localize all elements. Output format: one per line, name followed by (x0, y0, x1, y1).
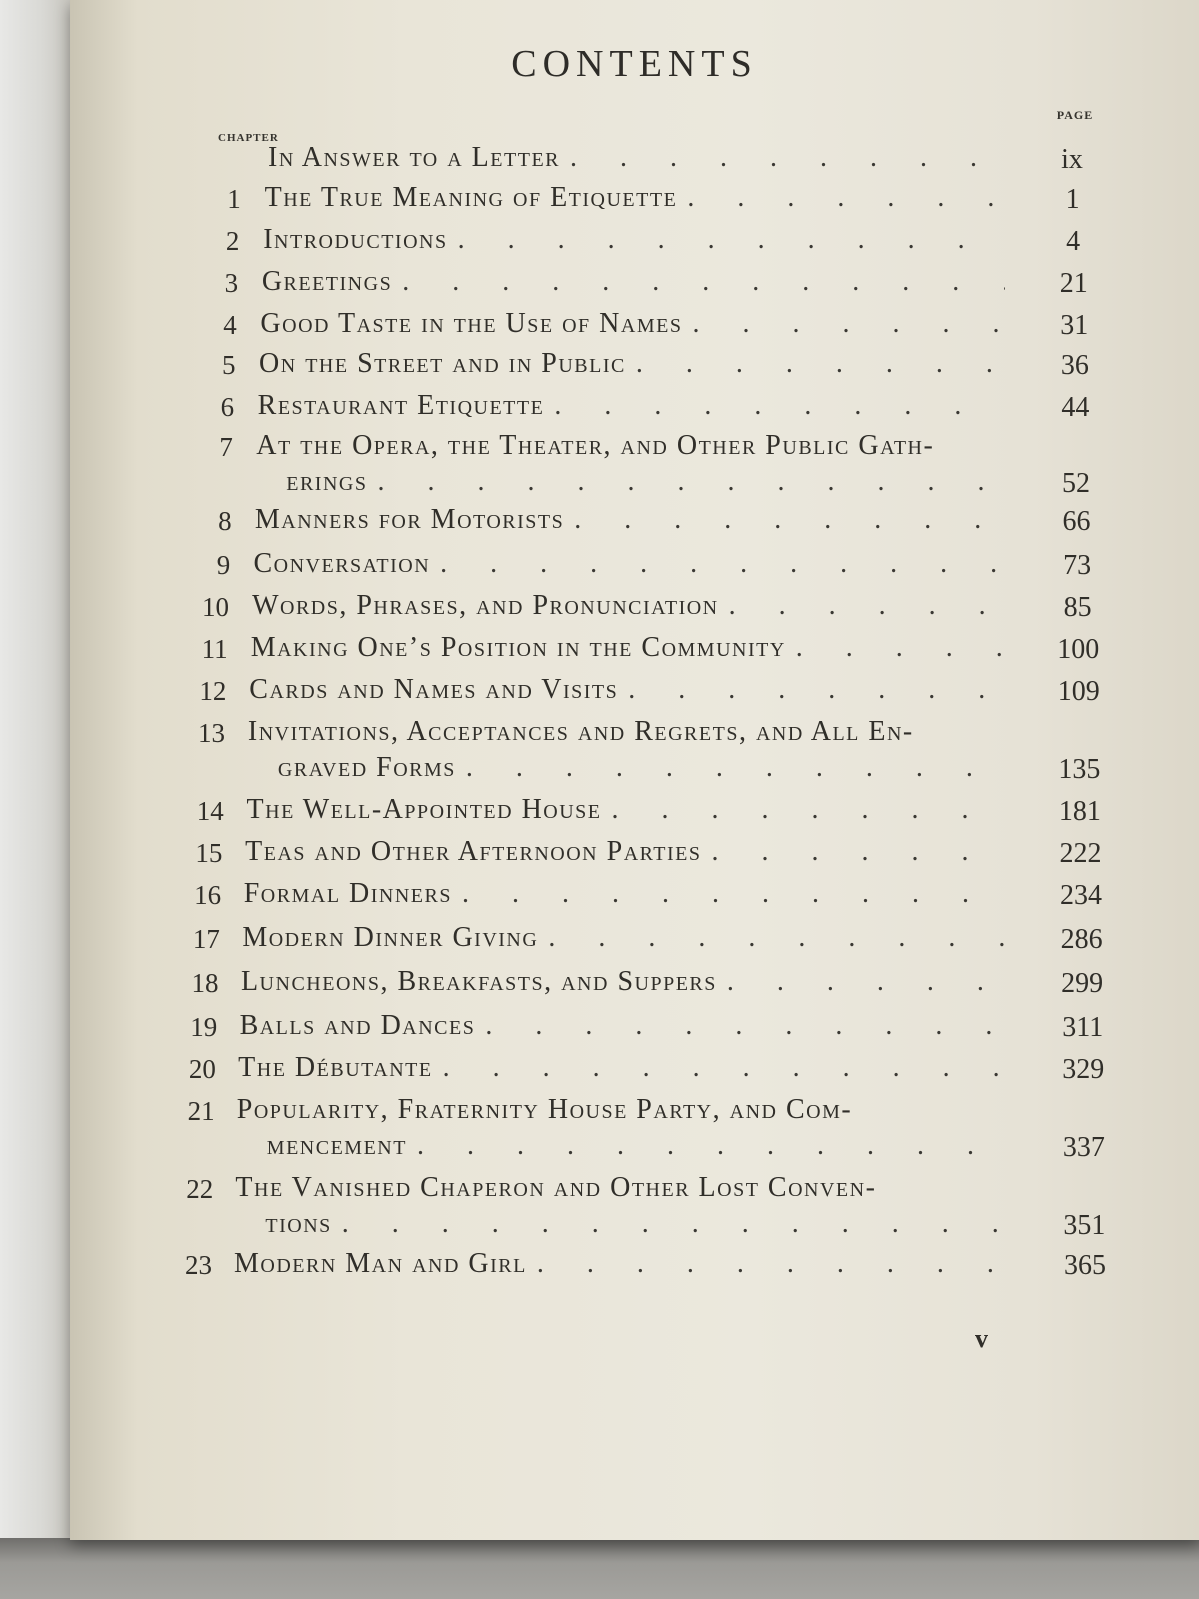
page-number: 181 (1058, 796, 1101, 827)
dot-leader (636, 348, 1005, 380)
chapter-number: 22 (186, 1174, 214, 1204)
dot-leader (570, 142, 1005, 174)
page-number: 234 (1060, 880, 1103, 911)
chapter-title-line (245, 836, 1005, 868)
chapter-number: 20 (188, 1054, 216, 1084)
page-number: 52 (1061, 468, 1090, 499)
chapter-number: 4 (223, 310, 237, 340)
page-number: 299 (1061, 968, 1104, 999)
page-number: 311 (1062, 1012, 1104, 1043)
page-number: 351 (1063, 1210, 1106, 1241)
chapter-title-line (265, 1208, 1005, 1240)
dot-leader (377, 466, 1005, 498)
chapter-title-line (252, 590, 1005, 622)
chapter-title-line (253, 548, 1005, 580)
page-number: 85 (1063, 592, 1092, 623)
page-number: 337 (1062, 1132, 1105, 1163)
chapter-number: 5 (221, 350, 236, 380)
page-number: 1 (1065, 184, 1080, 215)
dot-leader (537, 1248, 1005, 1280)
dot-leader (712, 836, 1005, 868)
page-column-label: PAGE (1056, 108, 1094, 122)
chapter-number: 2 (225, 226, 240, 256)
chapter-title-line (249, 674, 1005, 706)
chapter-title-text: The Vanished Chaperon and Other Lost Conven- (235, 1172, 877, 1203)
page-number: 66 (1062, 506, 1091, 537)
page-folio: v (975, 1324, 988, 1353)
page-number: 21 (1059, 268, 1088, 299)
chapter-title-line (268, 142, 1005, 174)
chapter-number: 1 (227, 184, 241, 214)
chapter-number: 23 (185, 1250, 212, 1280)
dot-leader (612, 794, 1005, 826)
chapter-title-text: Words, Phrases, and Pronunciation (252, 590, 719, 621)
page-number: 365 (1064, 1250, 1106, 1281)
chapter-title-text: Making One’s Position in the Community (250, 632, 786, 663)
chapter-title-line (259, 348, 1005, 380)
chapter-title-text: The Well-Appointed House (246, 794, 602, 825)
dot-leader (554, 390, 1005, 422)
chapter-title-text: Cards and Names and Visits (249, 674, 619, 705)
dot-leader (729, 590, 1005, 622)
page-title: CONTENTS (511, 43, 758, 85)
dot-leader (440, 548, 1005, 580)
page-number: ix (1061, 144, 1083, 175)
dot-leader (466, 752, 1005, 784)
chapter-title-line (267, 1130, 1005, 1162)
chapter-title-text: graved Forms (277, 752, 456, 783)
dot-leader (687, 182, 1005, 214)
chapter-title-text: Modern Man and Girl (234, 1248, 527, 1279)
chapter-title-text: Invitations, Acceptances and Regrets, and All En- (247, 716, 914, 747)
chapter-title-text: Conversation (253, 548, 431, 579)
chapter-title-line (234, 1248, 1005, 1280)
chapter-title-line (240, 1010, 1005, 1042)
dot-leader (548, 922, 1005, 954)
chapter-number: 8 (218, 506, 232, 536)
chapter-title-line (278, 752, 1005, 784)
table-surface (0, 1538, 1199, 1599)
table-of-contents (70, 0, 1199, 1540)
chapter-title-line (260, 308, 1005, 340)
chapter-number: 13 (198, 718, 226, 748)
page-number: 4 (1066, 226, 1081, 257)
chapter-number: 3 (224, 268, 239, 298)
chapter-title-text: On the Street and in Public (259, 348, 626, 379)
chapter-title-text: Formal Dinners (243, 878, 452, 909)
dot-leader (796, 632, 1005, 664)
chapter-number: 17 (192, 924, 220, 954)
chapter-title-line (248, 716, 1005, 748)
chapter-title-text: The True Meaning of Etiquette (264, 182, 678, 213)
chapter-title-line (235, 1172, 1005, 1204)
dot-leader (628, 674, 1005, 706)
dot-leader (417, 1130, 1005, 1162)
chapter-title-line (262, 266, 1005, 298)
chapter-title-text: Good Taste in the Use of Names (260, 308, 683, 339)
page-number: 135 (1058, 754, 1101, 785)
chapter-title-line (256, 430, 1005, 462)
chapter-number: 11 (201, 634, 228, 664)
chapter-title-text: mencement (266, 1130, 407, 1161)
chapter-number: 19 (190, 1012, 218, 1042)
chapter-number: 21 (187, 1096, 215, 1126)
page-number: 329 (1062, 1054, 1105, 1085)
chapter-title-text: Restaurant Etiquette (257, 390, 545, 421)
page-number: 286 (1060, 924, 1103, 955)
chapter-number: 14 (196, 796, 224, 826)
chapter-title-text: In Answer to a Letter (268, 142, 560, 173)
page-number: 44 (1061, 392, 1090, 423)
dot-leader (443, 1052, 1005, 1084)
adjacent-page-edge (0, 0, 70, 1599)
chapter-title-line (263, 224, 1005, 256)
chapter-number: 9 (216, 550, 231, 580)
dot-leader (692, 308, 1005, 340)
chapter-number: 16 (194, 880, 222, 910)
chapter-title-line (237, 1094, 1005, 1126)
chapter-title-line (251, 632, 1005, 664)
dot-leader (574, 504, 1005, 536)
chapter-title-text: Luncheons, Breakfasts, and Suppers (240, 966, 717, 997)
dot-leader (727, 966, 1005, 998)
page-number: 222 (1059, 838, 1102, 869)
chapter-title-line (244, 878, 1005, 910)
chapter-title-text: Teas and Other Afternoon Parties (245, 836, 702, 867)
chapter-title-text: Greetings (261, 266, 393, 297)
chapter-title-text: At the Opera, the Theater, and Other Public Gath- (256, 430, 935, 461)
chapter-number: 10 (201, 592, 229, 622)
chapter-title-text: The Débutante (238, 1052, 433, 1083)
chapter-title-text: tions (265, 1208, 332, 1239)
chapter-column-label: CHAPTER (218, 132, 279, 144)
page-number: 100 (1057, 634, 1100, 665)
page-number: 73 (1063, 550, 1092, 581)
chapter-title-text: Manners for Motorists (254, 504, 565, 535)
chapter-title-text: Balls and Dances (239, 1010, 476, 1041)
chapter-title-line (247, 794, 1005, 826)
chapter-title-text: erings (286, 466, 368, 497)
page-number: 36 (1060, 350, 1089, 381)
chapter-number: 15 (195, 838, 223, 868)
chapter-title-line (258, 390, 1005, 422)
chapter-title-line (241, 966, 1005, 998)
chapter-title-line (286, 466, 1005, 498)
dot-leader (462, 878, 1005, 910)
chapter-title-text: Popularity, Fraternity House Party, and Com- (236, 1094, 853, 1125)
book-page (70, 0, 1199, 1540)
dot-leader (485, 1010, 1005, 1042)
dot-leader (458, 224, 1005, 256)
dot-leader (402, 266, 1005, 298)
chapter-title-line (242, 922, 1005, 954)
chapter-title-line (255, 504, 1005, 536)
chapter-number: 7 (219, 432, 233, 462)
chapter-title-line (265, 182, 1005, 214)
chapter-title-text: Modern Dinner Giving (242, 922, 539, 953)
chapter-number: 12 (199, 676, 227, 706)
dot-leader (342, 1208, 1005, 1240)
page-number: 31 (1060, 310, 1089, 341)
chapter-title-text: Introductions (263, 224, 448, 255)
page-number: 109 (1057, 676, 1100, 707)
chapter-number: 18 (191, 968, 219, 998)
chapter-title-line (238, 1052, 1005, 1084)
chapter-number: 6 (220, 392, 235, 422)
